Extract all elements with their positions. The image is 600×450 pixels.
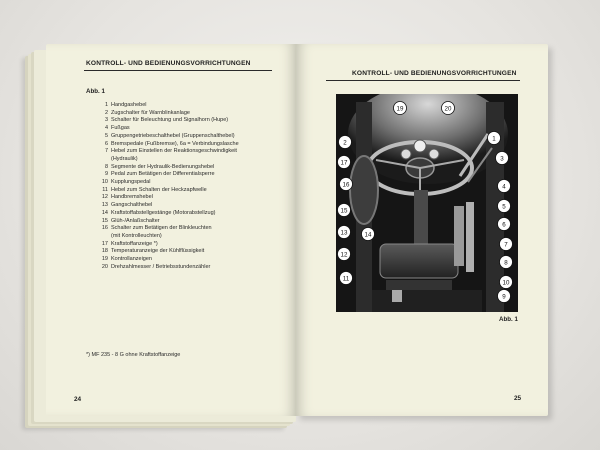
footnote: *) MF 235 - 8 G ohne Kraftstoffanzeige bbox=[86, 352, 181, 358]
legend-item-number: 13 bbox=[101, 202, 108, 209]
callout-label: 20 bbox=[444, 105, 452, 113]
callout-label: 15 bbox=[340, 207, 348, 215]
legend-item bbox=[86, 202, 286, 210]
legend-item-text: Kontrollanzeigen bbox=[111, 256, 152, 263]
tractor-dashboard-photo bbox=[336, 94, 518, 312]
legend-item bbox=[86, 125, 286, 133]
callout-label: 13 bbox=[340, 229, 348, 237]
callout-20 bbox=[442, 102, 455, 115]
callout-6 bbox=[498, 218, 511, 231]
legend-item-number: 2 bbox=[104, 109, 108, 116]
legend-item bbox=[86, 171, 286, 179]
legend-item-number: 4 bbox=[104, 125, 108, 132]
legend-item-number: 15 bbox=[101, 217, 108, 224]
callout-5 bbox=[498, 200, 511, 213]
legend-item-text: Segmente der Hydraulik-Bedienungshebel bbox=[111, 163, 215, 170]
legend-item-text: Glüh-/Anlaßschalter bbox=[111, 217, 160, 224]
callout-label: 7 bbox=[504, 241, 508, 249]
legend-item-number: 19 bbox=[101, 256, 108, 263]
callout-11 bbox=[340, 272, 353, 285]
legend-item-number: 14 bbox=[101, 209, 108, 216]
legend-item bbox=[86, 256, 286, 264]
callout-label: 5 bbox=[502, 203, 506, 211]
legend-item bbox=[86, 164, 286, 172]
callout-label: 12 bbox=[340, 251, 348, 259]
right-page-header: KONTROLL- UND BEDIENUNGSVORRICHTUNGEN bbox=[352, 70, 517, 77]
legend-item bbox=[86, 141, 286, 149]
callout-9 bbox=[498, 290, 511, 303]
legend-item bbox=[86, 179, 286, 187]
legend-item-number: 20 bbox=[101, 263, 108, 270]
legend-item-text: Gruppengetriebeschalthebel (Gruppenschalthebel) bbox=[111, 132, 235, 139]
legend-item-text: Pedal zum Betätigen der Differentialsperre bbox=[111, 171, 215, 178]
legend-item-number: 17 bbox=[101, 240, 108, 247]
legend-item-text: Schalter zum Betätigen der Blinkleuchten bbox=[111, 225, 212, 232]
legend-item-text: Hebel zum Einstellen der Reaktionsgeschwindigkeit bbox=[111, 148, 237, 155]
callout-14 bbox=[362, 228, 375, 241]
legend-item bbox=[86, 117, 286, 125]
callout-label: 17 bbox=[340, 159, 348, 167]
legend-item-text: Handbremshebel bbox=[111, 194, 153, 201]
legend-item-number: 10 bbox=[101, 179, 108, 186]
callout-12 bbox=[338, 248, 351, 261]
callout-label: 14 bbox=[364, 231, 372, 239]
legend-item-number: 9 bbox=[104, 171, 108, 178]
legend-item bbox=[86, 233, 286, 241]
legend-item-number: 18 bbox=[101, 248, 108, 255]
callout-15 bbox=[338, 204, 351, 217]
callout-1 bbox=[488, 132, 501, 145]
callout-label: 1 bbox=[492, 135, 496, 143]
legend-item-text: Drehzahlmesser / Betriebsstundenzähler bbox=[111, 263, 211, 270]
legend-item bbox=[86, 264, 286, 272]
callout-label: 9 bbox=[502, 293, 506, 301]
legend-item bbox=[86, 110, 286, 118]
callout-label: 8 bbox=[504, 259, 508, 267]
legend-item-text: Kraftstoffanzeige *) bbox=[111, 240, 158, 247]
callout-label: 6 bbox=[502, 221, 506, 229]
callout-3 bbox=[496, 152, 509, 165]
callout-19 bbox=[394, 102, 407, 115]
legend-item-text: Handgashebel bbox=[111, 102, 147, 108]
figure-caption: Abb. 1 bbox=[499, 316, 518, 323]
legend-item bbox=[86, 133, 286, 141]
page-number-right: 25 bbox=[514, 395, 522, 402]
legend-item-text: Bremspedale (Fußbremse), 6a = Verbindungslasche bbox=[111, 140, 239, 147]
tractor-dashboard-illustration bbox=[336, 94, 518, 312]
legend-item-text: Gangschalthebel bbox=[111, 202, 153, 209]
legend-item-number: 6 bbox=[104, 140, 108, 147]
callout-10 bbox=[500, 276, 513, 289]
callout-7 bbox=[500, 238, 513, 251]
page-number-left: 24 bbox=[74, 396, 82, 403]
legend-item-number bbox=[86, 233, 111, 241]
callout-label: 19 bbox=[396, 105, 404, 113]
legend-item-text: Hebel zum Schalten der Heckzapfwelle bbox=[111, 186, 207, 193]
callout-label: 3 bbox=[500, 155, 504, 163]
legend-item bbox=[86, 225, 286, 233]
callout-8 bbox=[500, 256, 513, 269]
legend-item bbox=[86, 218, 286, 226]
legend-item bbox=[86, 156, 286, 164]
legend-item-number: 1 bbox=[104, 102, 108, 108]
legend-list bbox=[86, 102, 286, 271]
callout-13 bbox=[338, 226, 351, 239]
callout-4 bbox=[498, 180, 511, 193]
header-rule bbox=[326, 80, 520, 81]
legend-item bbox=[86, 241, 286, 249]
legend-item bbox=[86, 102, 286, 110]
legend-item-text: (mit Kontrolleuchten) bbox=[111, 232, 162, 239]
legend-item-number bbox=[86, 156, 111, 164]
callout-label: 16 bbox=[342, 181, 350, 189]
legend-item-number: 12 bbox=[101, 194, 108, 201]
left-page-header: KONTROLL- UND BEDIENUNGSVORRICHTUNGEN bbox=[86, 60, 251, 67]
legend-item-number: 11 bbox=[102, 186, 108, 193]
callout-label: 11 bbox=[342, 275, 350, 283]
legend-item-text: Zugschalter für Warnblinkanlage bbox=[111, 109, 190, 116]
legend-item bbox=[86, 148, 286, 156]
legend-item bbox=[86, 210, 286, 218]
legend-item-number: 5 bbox=[104, 132, 108, 139]
legend-item-number: 3 bbox=[104, 117, 108, 124]
legend-item bbox=[86, 187, 286, 195]
callout-label: 2 bbox=[343, 139, 347, 147]
callout-17 bbox=[338, 156, 351, 169]
legend-item-text: Kraftstoffabstellgestänge (Motorabstellzug) bbox=[111, 209, 216, 216]
left-page bbox=[46, 44, 296, 416]
legend-item-number: 8 bbox=[104, 163, 108, 170]
legend-item-number: 7 bbox=[104, 148, 108, 155]
legend-item-text: Fußgas bbox=[111, 125, 130, 132]
callout-label: 10 bbox=[502, 279, 510, 287]
callout-16 bbox=[340, 178, 353, 191]
legend-item-text: Temperaturanzeige der Kühlflüssigkeit bbox=[111, 248, 205, 255]
legend-item-text: (Hydraulik) bbox=[111, 155, 138, 162]
header-rule bbox=[84, 70, 272, 71]
callout-2 bbox=[339, 136, 352, 149]
legend-item-text: Kupplungspedal bbox=[111, 179, 151, 186]
legend-item bbox=[86, 194, 286, 202]
legend-item-text: Schalter für Beleuchtung und Signalhorn (Hupe) bbox=[111, 117, 229, 124]
legend-item bbox=[86, 248, 286, 256]
figure-title: Abb. 1 bbox=[86, 88, 105, 95]
right-page bbox=[296, 44, 548, 416]
legend-item-number: 16 bbox=[101, 225, 108, 232]
callout-label: 4 bbox=[502, 183, 506, 191]
